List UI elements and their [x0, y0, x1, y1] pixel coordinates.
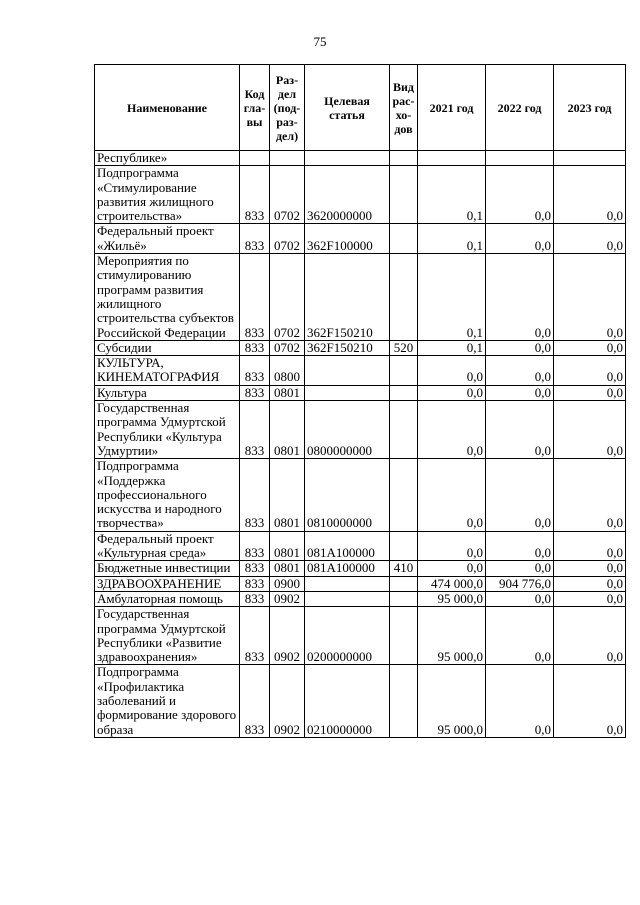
table-row	[95, 385, 626, 400]
row-2022: 0,0	[486, 166, 554, 224]
table-row	[95, 356, 626, 386]
row-target: 081A100000	[305, 531, 390, 561]
row-section: 0702	[270, 166, 305, 224]
header-target: Целевая статья	[305, 65, 390, 151]
row-code: 833	[240, 385, 270, 400]
row-section: 0902	[270, 607, 305, 665]
row-2022	[486, 151, 554, 166]
row-name: КУЛЬТУРА, КИНЕМАТОГРАФИЯ	[95, 356, 240, 386]
row-2022: 0,0	[486, 401, 554, 459]
row-section: 0801	[270, 401, 305, 459]
row-section: 0800	[270, 356, 305, 386]
row-section: 0702	[270, 224, 305, 254]
row-target: 362F100000	[305, 224, 390, 254]
row-expense	[390, 591, 418, 606]
row-2022: 0,0	[486, 224, 554, 254]
row-2021: 0,1	[418, 340, 486, 355]
row-code: 833	[240, 340, 270, 355]
row-name: Амбулаторная помощь	[95, 591, 240, 606]
table-row	[95, 576, 626, 591]
row-target: 0200000000	[305, 607, 390, 665]
row-expense	[390, 224, 418, 254]
row-target: 362F150210	[305, 340, 390, 355]
row-2021: 0,0	[418, 385, 486, 400]
header-2022: 2022 год	[486, 65, 554, 151]
row-expense	[390, 254, 418, 341]
row-name: Государственная программа Удмуртской Республики «Развитие здравоохранения»	[95, 607, 240, 665]
row-expense	[390, 665, 418, 737]
row-2022: 0,0	[486, 459, 554, 531]
row-code: 833	[240, 459, 270, 531]
row-2021: 95 000,0	[418, 607, 486, 665]
row-name: Культура	[95, 385, 240, 400]
table-row	[95, 665, 626, 737]
row-code: 833	[240, 607, 270, 665]
page-number: 75	[313, 34, 327, 49]
table-row	[95, 340, 626, 355]
header-expense: Вид рас-хо-дов	[390, 65, 418, 151]
row-code: 833	[240, 254, 270, 341]
row-section: 0702	[270, 254, 305, 341]
row-section: 0702	[270, 340, 305, 355]
row-expense	[390, 385, 418, 400]
row-2023: 0,0	[554, 665, 626, 737]
row-name: Федеральный проект «Культурная среда»	[95, 531, 240, 561]
row-name: Субсидии	[95, 340, 240, 355]
row-expense	[390, 401, 418, 459]
table-row	[95, 254, 626, 341]
row-name: Республике»	[95, 151, 240, 166]
row-code: 833	[240, 401, 270, 459]
row-expense	[390, 531, 418, 561]
row-code	[240, 151, 270, 166]
row-name: Мероприятия по стимулированию программ развития жилищного строительства субъектов Российской Федерации	[95, 254, 240, 341]
table-row	[95, 224, 626, 254]
row-section: 0801	[270, 459, 305, 531]
row-target: 081A100000	[305, 561, 390, 576]
row-target: 0810000000	[305, 459, 390, 531]
row-2023: 0,0	[554, 531, 626, 561]
row-target: 0800000000	[305, 401, 390, 459]
row-2023: 0,0	[554, 459, 626, 531]
row-2022: 0,0	[486, 561, 554, 576]
row-2022: 0,0	[486, 254, 554, 341]
row-2021: 0,0	[418, 561, 486, 576]
table-row	[95, 531, 626, 561]
row-2023: 0,0	[554, 576, 626, 591]
table-row	[95, 166, 626, 224]
row-expense	[390, 356, 418, 386]
row-2021: 95 000,0	[418, 591, 486, 606]
row-expense	[390, 576, 418, 591]
row-section: 0801	[270, 385, 305, 400]
row-expense	[390, 459, 418, 531]
row-expense	[390, 607, 418, 665]
row-target: 0210000000	[305, 665, 390, 737]
row-2021: 474 000,0	[418, 576, 486, 591]
row-target	[305, 151, 390, 166]
row-2021: 0,1	[418, 254, 486, 341]
header-2021: 2021 год	[418, 65, 486, 151]
table-row	[95, 459, 626, 531]
table-row	[95, 591, 626, 606]
row-2021: 0,0	[418, 356, 486, 386]
row-2022: 0,0	[486, 591, 554, 606]
row-code: 833	[240, 576, 270, 591]
row-code: 833	[240, 561, 270, 576]
row-2022: 0,0	[486, 531, 554, 561]
row-2021: 0,0	[418, 531, 486, 561]
table-row	[95, 401, 626, 459]
row-2023: 0,0	[554, 401, 626, 459]
row-2021: 0,0	[418, 401, 486, 459]
row-2023: 0,0	[554, 166, 626, 224]
row-target	[305, 591, 390, 606]
row-2022: 0,0	[486, 665, 554, 737]
table-header-row	[95, 65, 626, 151]
row-expense	[390, 151, 418, 166]
row-2021: 95 000,0	[418, 665, 486, 737]
row-target: 3620000000	[305, 166, 390, 224]
row-2021	[418, 151, 486, 166]
row-section: 0801	[270, 531, 305, 561]
row-2023: 0,0	[554, 385, 626, 400]
row-target: 362F150210	[305, 254, 390, 341]
row-target	[305, 385, 390, 400]
row-2022: 0,0	[486, 385, 554, 400]
row-name: Подпрограмма «Стимулирование развития жилищного строительства»	[95, 166, 240, 224]
row-2023: 0,0	[554, 224, 626, 254]
table-row	[95, 607, 626, 665]
row-name: Бюджетные инвестиции	[95, 561, 240, 576]
row-expense: 520	[390, 340, 418, 355]
row-target	[305, 576, 390, 591]
row-expense	[390, 166, 418, 224]
row-section	[270, 151, 305, 166]
row-2023: 0,0	[554, 561, 626, 576]
row-section: 0902	[270, 665, 305, 737]
row-code: 833	[240, 356, 270, 386]
row-section: 0900	[270, 576, 305, 591]
row-code: 833	[240, 531, 270, 561]
row-2023: 0,0	[554, 340, 626, 355]
row-expense: 410	[390, 561, 418, 576]
row-2023: 0,0	[554, 356, 626, 386]
row-name: ЗДРАВООХРАНЕНИЕ	[95, 576, 240, 591]
row-section: 0902	[270, 591, 305, 606]
row-2023: 0,0	[554, 591, 626, 606]
row-2022: 0,0	[486, 607, 554, 665]
table-row	[95, 151, 626, 166]
row-name: Федеральный проект «Жильё»	[95, 224, 240, 254]
row-name: Подпрограмма «Профилактика заболеваний и формирование здорового образа	[95, 665, 240, 737]
row-name: Подпрограмма «Поддержка профессионального искусства и народного творчества»	[95, 459, 240, 531]
row-2021: 0,0	[418, 459, 486, 531]
budget-table	[94, 64, 626, 738]
row-2022: 904 776,0	[486, 576, 554, 591]
header-name: Наименование	[95, 65, 240, 151]
row-2021: 0,1	[418, 166, 486, 224]
row-target	[305, 356, 390, 386]
row-code: 833	[240, 166, 270, 224]
row-code: 833	[240, 591, 270, 606]
row-2023: 0,0	[554, 254, 626, 341]
row-2022: 0,0	[486, 356, 554, 386]
row-2021: 0,1	[418, 224, 486, 254]
row-code: 833	[240, 665, 270, 737]
header-2023: 2023 год	[554, 65, 626, 151]
header-section: Раз-дел (под-раз-дел)	[270, 65, 305, 151]
row-code: 833	[240, 224, 270, 254]
row-name: Государственная программа Удмуртской Республики «Культура Удмуртии»	[95, 401, 240, 459]
row-2023: 0,0	[554, 607, 626, 665]
row-2023	[554, 151, 626, 166]
table-row	[95, 561, 626, 576]
header-code: Код гла-вы	[240, 65, 270, 151]
row-section: 0801	[270, 561, 305, 576]
row-2022: 0,0	[486, 340, 554, 355]
